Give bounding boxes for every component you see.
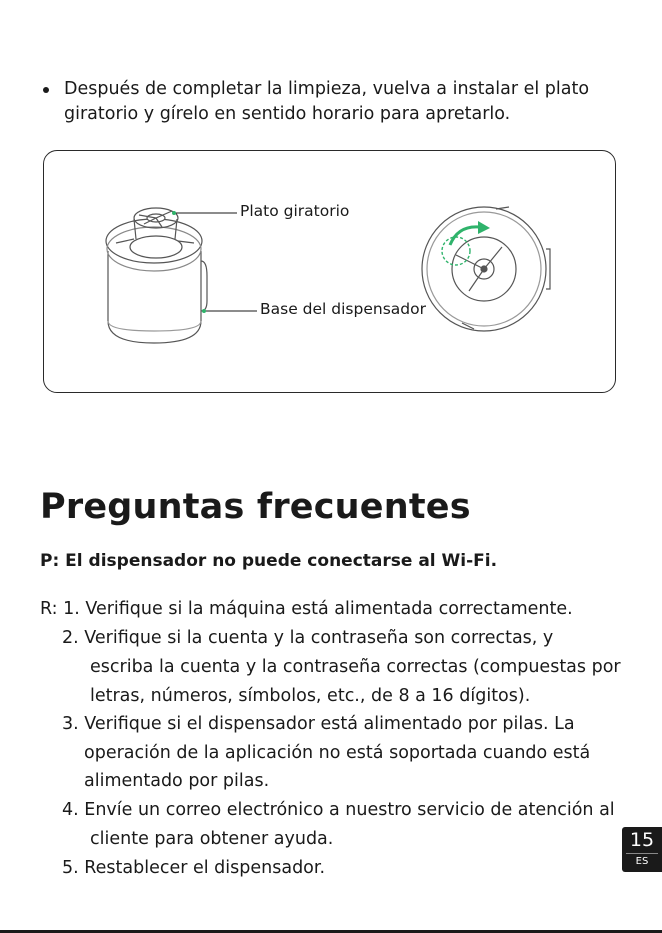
faq-title: Preguntas frecuentes (40, 487, 471, 527)
top-view-drawing (422, 207, 550, 331)
instruction-text (64, 77, 624, 127)
page-badge-divider (626, 853, 658, 854)
instruction-line-1: Después de completar la limpieza, vuelva a instalar el plato (64, 79, 590, 99)
dispenser-drawing (106, 208, 207, 343)
answer-line-3: escriba la cuenta y la contraseña correctas (compuestas por (90, 657, 621, 677)
answer-line-5: 3. Verifique si el dispensador está alimentado por pilas. La (62, 714, 575, 734)
clockwise-arrow (450, 227, 480, 245)
turntable-marker (172, 211, 176, 215)
answer-line-10: 5. Restablecer el dispensador. (62, 858, 326, 878)
answer-line-6: operación de la aplicación no está soportada cuando está (84, 743, 591, 763)
page-number: 15 (629, 829, 655, 851)
answer-line-7: alimentado por pilas. (84, 771, 270, 791)
page-badge (622, 827, 662, 872)
answer-line-4: letras, números, símbolos, etc., de 8 a 16 dígitos). (90, 686, 531, 706)
label-turntable: Plato giratorio (240, 202, 350, 220)
clockwise-arrow-head (478, 221, 490, 234)
faq-question: P: El dispensador no puede conectarse al Wi-Fi. (40, 551, 498, 571)
bullet-icon (43, 87, 49, 93)
answer-line-1: R: 1. Verifique si la máquina está alimentada correctamente. (40, 599, 573, 619)
label-base: Base del dispensador (260, 300, 426, 318)
rotation-highlight (442, 237, 470, 265)
answer-line-8: 4. Envíe un correo electrónico a nuestro servicio de atención al (62, 800, 615, 820)
answer-line-2: 2. Verifique si la cuenta y la contraseña son correctas, y (62, 628, 554, 648)
instruction-line-2: giratorio y gírelo en sentido horario para apretarlo. (64, 104, 511, 124)
dispenser-illustration (44, 151, 617, 394)
illustration-panel (43, 150, 616, 393)
answer-line-9: cliente para obtener ayuda. (90, 829, 334, 849)
page-language: ES (635, 856, 649, 867)
base-marker (202, 309, 206, 313)
